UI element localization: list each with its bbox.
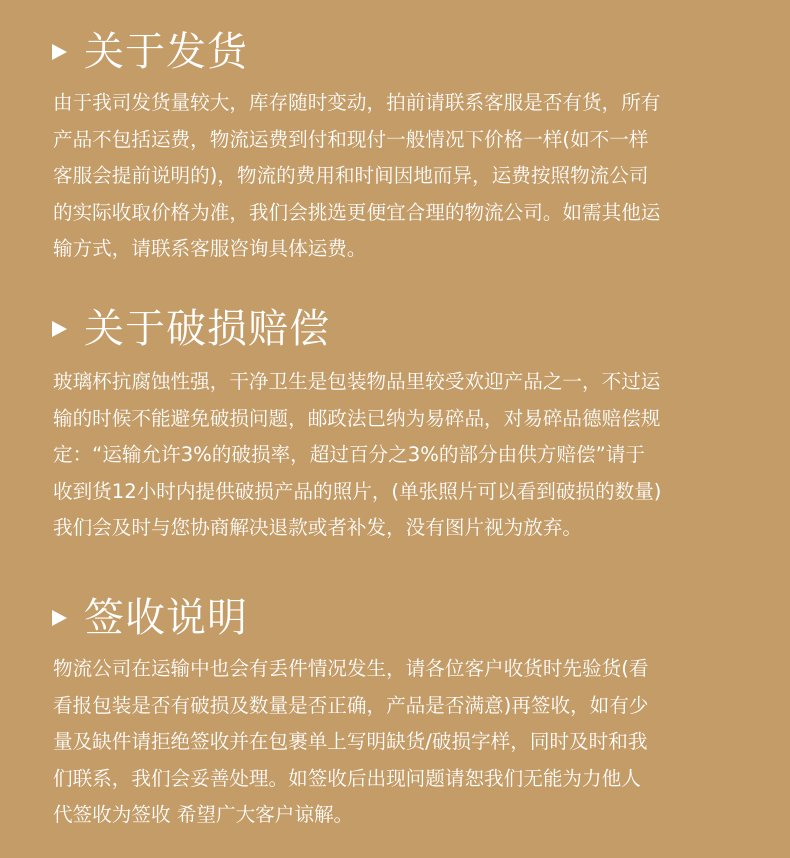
section-body [53,651,743,834]
body-line: 玻璃杯抗腐蚀性强，干净卫生是包装物品里较受欢迎产品之一，不过运 [53,370,661,393]
section-heading [52,593,248,643]
body-line: 由于我司发货量较大，库存随时变动，拍前请联系客服是否有货，所有 [53,91,661,114]
body-line: 物流公司在运输中也会有丢件情况发生，请各位客户收货时先验货(看 [53,657,649,680]
section-title: 签收说明 [84,595,248,641]
body-line: 我们会及时与您协商解决退款或者补发，没有图片视为放弃。 [53,516,583,539]
body-line: 代签收为签收 希望广大客户谅解。 [53,803,354,826]
body-line: 量及缺件请拒绝签收并在包裹单上写明缺货/破损字样，同时及时和我 [53,730,648,753]
body-line: 们联系，我们会妥善处理。如签收后出现问题请恕我们无能为力他人 [53,766,641,790]
section-title: 关于破损赔偿 [84,306,330,352]
triangle-bullet-icon [52,44,67,60]
section-title: 关于发货 [84,29,248,75]
section-heading [52,304,330,354]
body-line: 看报包装是否有破损及数量是否正确，产品是否满意)再签收，如有少 [53,693,649,717]
body-line: 的实际收取价格为准，我们会挑选更便宜合理的物流公司。如需其他运 [53,200,661,224]
triangle-bullet-icon [52,610,67,626]
body-line: 客服会提前说明的)，物流的费用和时间因地而异，运费按照物流公司 [53,164,649,187]
triangle-bullet-icon [52,321,67,337]
body-line: 收到货12小时内提供破损产品的照片，(单张照片可以看到破损的数量) [53,479,662,503]
body-line: 输方式，请联系客服咨询具体运费。 [53,237,367,260]
section-body [53,85,743,268]
section-body [53,364,743,547]
body-line: 定：“运输允许3%的破损率，超过百分之3%的部分由供方赔偿”请于 [53,443,645,466]
body-line: 产品不包括运费，物流运费到付和现付一般情况下价格一样(如不一样 [53,127,649,151]
section-heading [52,27,248,77]
body-line: 输的时候不能避免破损问题，邮政法已纳为易碎品，对易碎品德赔偿规 [53,406,661,430]
